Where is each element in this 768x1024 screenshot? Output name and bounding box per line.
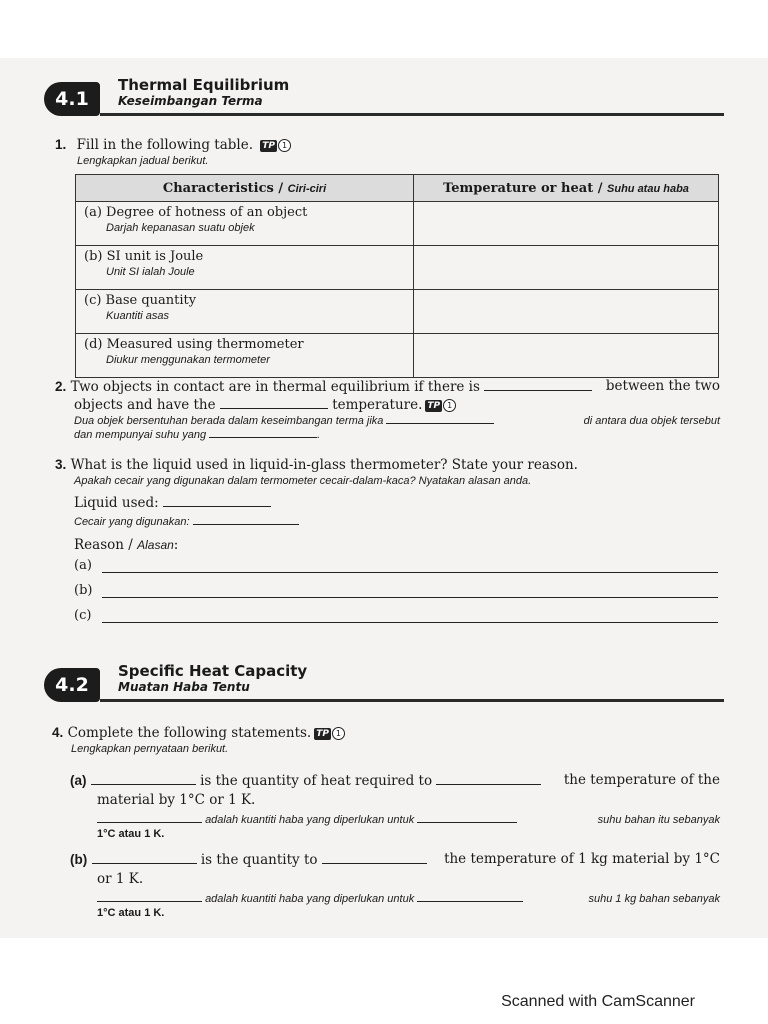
- section-header-4-1: [44, 76, 724, 120]
- section-subtitle: Keseimbangan Terma: [118, 94, 263, 108]
- answer-cell[interactable]: [414, 202, 719, 246]
- question-3: 3. What is the liquid used in liquid-in-glass thermometer? State your reason. Apakah cecair yang digunakan dalam termometer cecair-dalam-kaca? Nyatakan alasan anda. Liquid used: Cecair yang digunakan: Reason / Alasan:: [55, 457, 578, 553]
- characteristics-table: [75, 174, 719, 378]
- scanner-watermark: Scanned with CamScanner: [501, 993, 695, 1010]
- answer-blank[interactable]: [417, 813, 517, 823]
- liquid-answer-blank[interactable]: [193, 515, 299, 525]
- answer-blank[interactable]: [92, 851, 197, 864]
- question-1: 1. Fill in the following table. TP 1 Lengkapkan jadual berikut.: [55, 136, 291, 168]
- answer-cell[interactable]: [414, 334, 719, 378]
- section-subtitle: Muatan Haba Tentu: [118, 680, 250, 694]
- answer-cell[interactable]: [414, 246, 719, 290]
- reason-answer-line[interactable]: [102, 571, 718, 573]
- question-1-text: Fill in the following table.: [76, 137, 253, 153]
- answer-blank[interactable]: [322, 851, 427, 864]
- answer-blank[interactable]: [91, 772, 196, 785]
- liquid-answer-blank[interactable]: [163, 494, 271, 507]
- question-4: 4. Complete the following statements. TP 1 Lengkapkan pernyataan berikut. (a) is the quantity of heat required to the temperature of the material by 1°C or 1 K. adalah kuantiti haba yang diperlukan untuk suhu bahan itu sebanyak 1°C atau 1 K. (b) is the quantity to the temperature of 1 kg material by 1°C or 1 K. adalah kuantiti haba yang diperlukan untuk suhu 1 kg bahan sebanyak 1°C atau 1 K.: [52, 725, 720, 919]
- tp-level-icon: TP: [316, 728, 329, 739]
- table-header-temperature-heat: Temperature or heat / Suhu atau haba: [414, 175, 719, 202]
- table-row: (a) Degree of hotness of an object Darjah kepanasan suatu objek: [76, 202, 719, 246]
- answer-cell[interactable]: [414, 290, 719, 334]
- answer-blank[interactable]: [417, 892, 523, 902]
- question-2: 2. Two objects in contact are in thermal equilibrium if there is between the two objects and have the temperature. TP 1 Dua objek bersentuhan berada dalam keseimbangan terma jika di antara dua objek tersebut dan mempunyai suhu yang .: [55, 378, 720, 441]
- tp-level-icon: TP: [262, 140, 276, 151]
- table-row: (b) SI unit is Joule Unit SI ialah Joule: [76, 246, 719, 290]
- answer-blank[interactable]: [386, 414, 494, 424]
- answer-blank[interactable]: [97, 892, 202, 902]
- section-title: Thermal Equilibrium: [118, 76, 290, 94]
- answer-blank[interactable]: [484, 378, 592, 391]
- section-divider: [100, 113, 724, 116]
- answer-blank[interactable]: [209, 428, 317, 438]
- tp-level-icon: TP: [427, 400, 441, 411]
- answer-blank[interactable]: [436, 772, 541, 785]
- table-row: (d) Measured using thermometer Diukur menggunakan termometer: [76, 334, 719, 378]
- section-number-badge: 4.2: [44, 668, 100, 702]
- reason-answer-line[interactable]: [102, 621, 718, 623]
- answer-blank[interactable]: [220, 396, 328, 409]
- answer-blank[interactable]: [97, 813, 202, 823]
- table-header-characteristics: Characteristics / Ciri-ciri: [76, 175, 414, 202]
- section-title: Specific Heat Capacity: [118, 662, 308, 680]
- reason-answer-line[interactable]: [102, 596, 718, 598]
- table-row: (c) Base quantity Kuantiti asas: [76, 290, 719, 334]
- section-divider: [100, 699, 724, 702]
- section-number-badge: 4.1: [44, 82, 100, 116]
- question-1-translation: Lengkapkan jadual berikut.: [77, 155, 209, 167]
- section-header-4-2: [44, 662, 724, 706]
